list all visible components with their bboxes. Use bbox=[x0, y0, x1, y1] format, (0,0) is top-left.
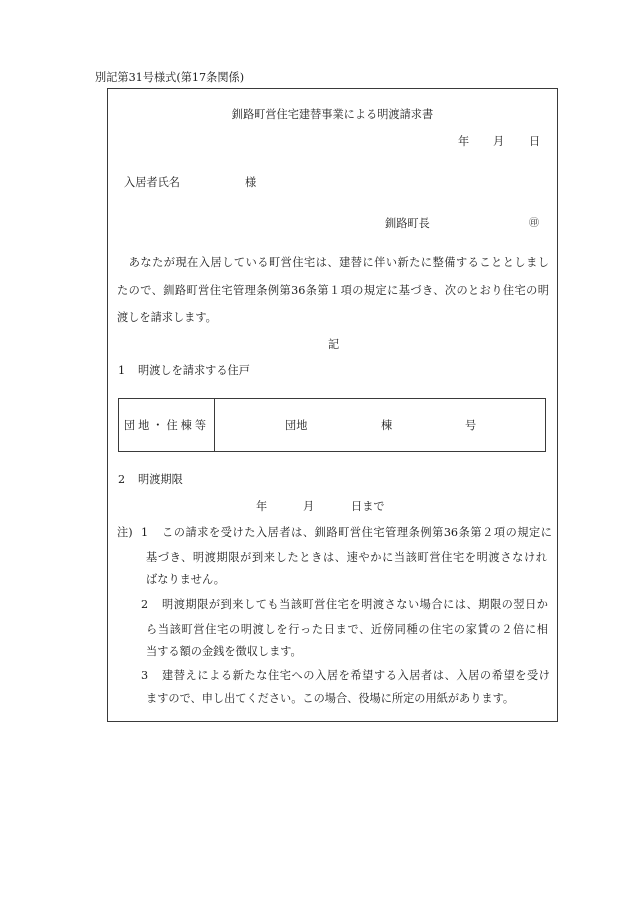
body-line: あなたが現在入居している町営住宅は、建替に伴い新たに整備することとしまし bbox=[117, 256, 549, 269]
deadline-day: 日まで bbox=[351, 500, 385, 513]
note-line: ら当該町営住宅の明渡しを行った日まで、近傍同種の住宅の家賃の２倍に相 bbox=[146, 623, 548, 636]
recipient-honorific: 様 bbox=[245, 176, 257, 189]
section2-number: 2 bbox=[118, 473, 126, 486]
note-number: 1 bbox=[141, 526, 149, 539]
note-line: 明渡期限が到来しても当該町営住宅を明渡さない場合には、期限の翌日か bbox=[162, 598, 548, 611]
note-line: ますので、申し出てください。この場合、役場に所定の用紙があります。 bbox=[146, 692, 515, 705]
sender-name: 釧路町長 bbox=[385, 217, 430, 230]
note-line: ばなりません。 bbox=[146, 573, 225, 586]
date-year: 年 bbox=[458, 135, 470, 148]
table-header-cell: 団地・住棟等 bbox=[123, 419, 210, 432]
table-divider bbox=[214, 398, 215, 452]
table-danchi-label: 団地 bbox=[285, 419, 308, 432]
table-tou-label: 棟 bbox=[381, 419, 393, 432]
note-number: 3 bbox=[141, 669, 149, 682]
note-line: 建替えによる新たな住宅への入居を希望する入居者は、入居の希望を受け bbox=[162, 669, 550, 682]
note-number: 2 bbox=[141, 598, 149, 611]
section1-number: 1 bbox=[118, 364, 126, 377]
deadline-month: 月 bbox=[303, 500, 315, 513]
form-label: 別記第31号様式(第17条関係) bbox=[95, 71, 245, 84]
body-line: たので、釧路町営住宅管理条例第36条第１項の規定に基づき、次のとおり住宅の明 bbox=[117, 284, 549, 297]
notes-label: 注) bbox=[117, 526, 133, 539]
document-title: 釧路町営住宅建替事業による明渡請求書 bbox=[231, 108, 434, 121]
note-line: この請求を受けた入居者は、釧路町営住宅管理条例第36条第２項の規定に bbox=[162, 526, 552, 539]
seal-mark: ㊞ bbox=[529, 218, 539, 229]
body-line: 渡しを請求します。 bbox=[117, 311, 217, 324]
recipient-label: 入居者氏名 bbox=[124, 176, 180, 189]
section1-heading: 明渡しを請求する住戸 bbox=[138, 364, 250, 377]
section2-heading: 明渡期限 bbox=[138, 473, 183, 486]
note-line: 基づき、明渡期限が到来したときは、速やかに当該町営住宅を明渡さなけれ bbox=[146, 551, 547, 564]
date-day: 日 bbox=[529, 135, 541, 148]
date-month: 月 bbox=[493, 135, 505, 148]
table-gou-label: 号 bbox=[465, 419, 477, 432]
deadline-year: 年 bbox=[256, 500, 268, 513]
ki-heading: 記 bbox=[328, 338, 340, 351]
note-line: 当する額の金銭を徴収します。 bbox=[146, 645, 302, 658]
